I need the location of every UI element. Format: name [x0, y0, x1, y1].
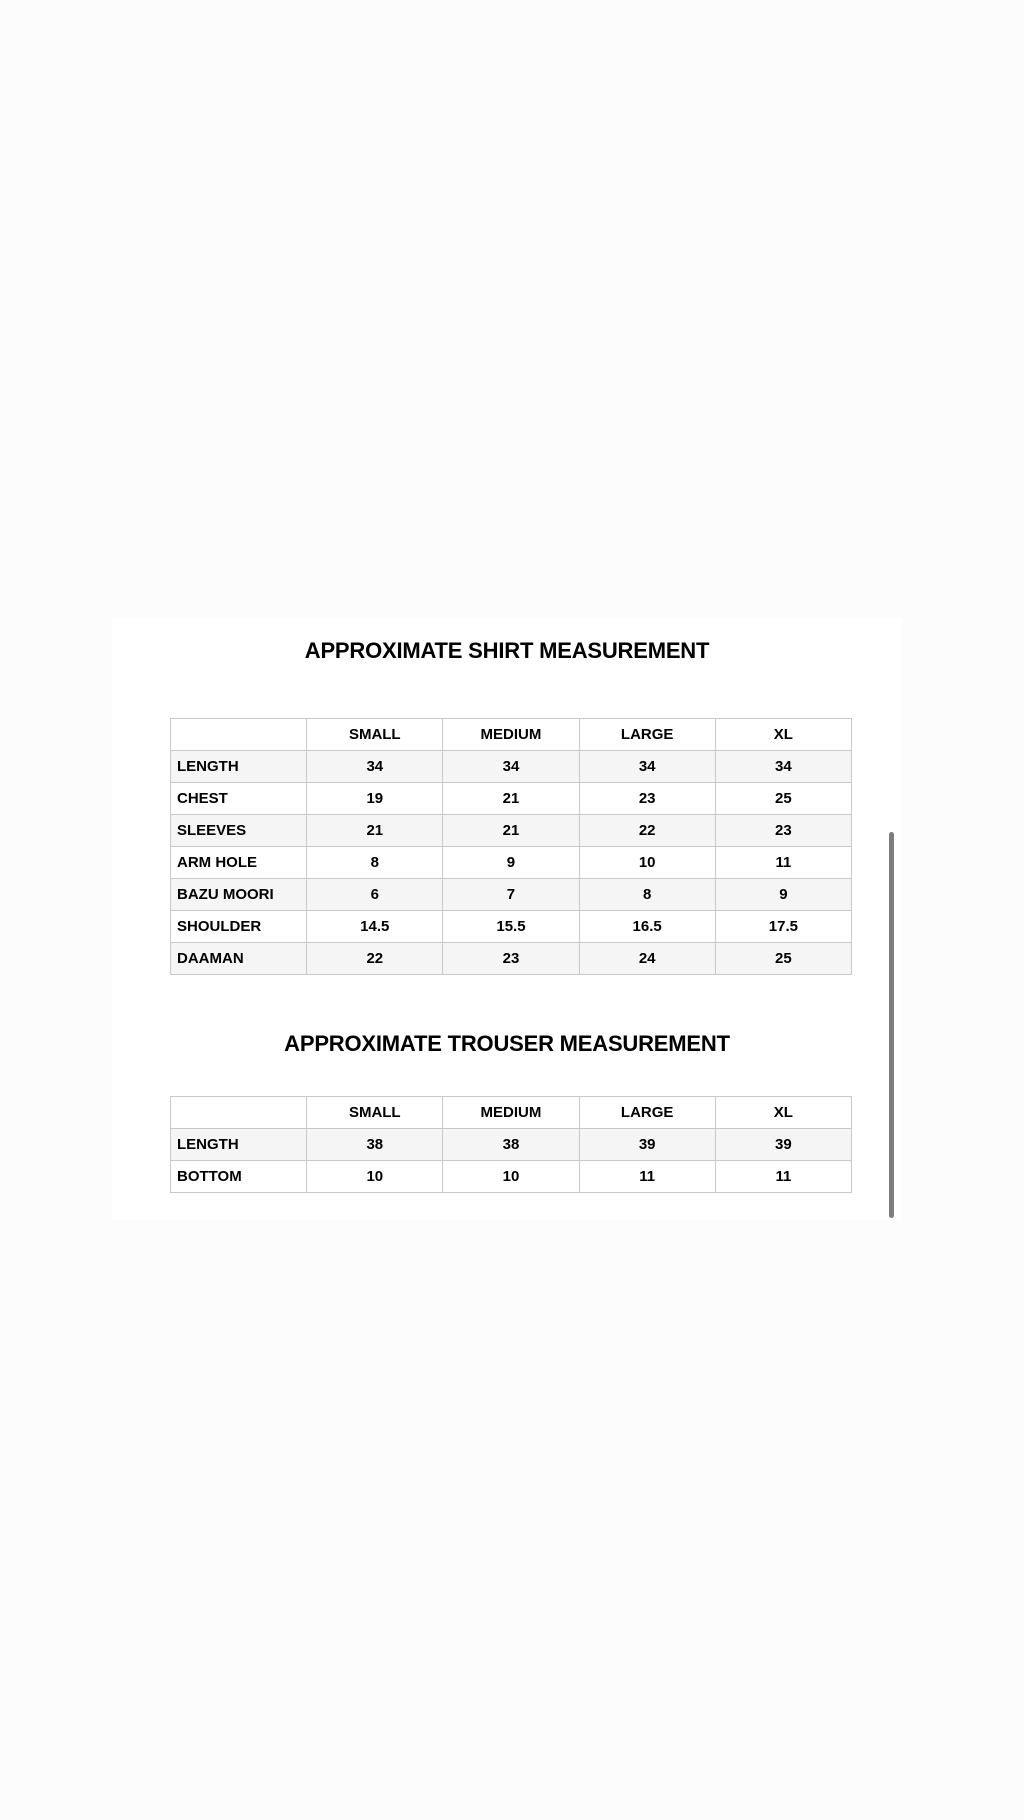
table-row: [171, 911, 852, 943]
table-cell: 34: [715, 751, 851, 783]
size-chart-card: [112, 618, 902, 1220]
header-cell-xl: XL: [715, 1097, 851, 1129]
table-cell: 19: [307, 783, 443, 815]
table-cell: 8: [579, 879, 715, 911]
table-cell: 14.5: [307, 911, 443, 943]
header-cell-empty: [171, 1097, 307, 1129]
table-cell: 6: [307, 879, 443, 911]
table-cell: 23: [579, 783, 715, 815]
table-cell: 11: [715, 1161, 851, 1193]
row-label: SHOULDER: [171, 911, 307, 943]
table-cell: 23: [443, 943, 579, 975]
scrollbar-thumb[interactable]: [889, 832, 894, 1218]
table-cell: 34: [307, 751, 443, 783]
header-cell-empty: [171, 719, 307, 751]
table-cell: 7: [443, 879, 579, 911]
table-cell: 10: [579, 847, 715, 879]
header-cell-small: SMALL: [307, 1097, 443, 1129]
table-cell: 34: [443, 751, 579, 783]
table-cell: 39: [715, 1129, 851, 1161]
row-label: ARM HOLE: [171, 847, 307, 879]
table-cell: 34: [579, 751, 715, 783]
table-cell: 9: [443, 847, 579, 879]
row-label: BAZU MOORI: [171, 879, 307, 911]
table-cell: 8: [307, 847, 443, 879]
table-row: [171, 879, 852, 911]
table-cell: 24: [579, 943, 715, 975]
table-row: [171, 783, 852, 815]
table-row: [171, 943, 852, 975]
table-row: [171, 847, 852, 879]
table-row: [171, 1161, 852, 1193]
header-cell-large: LARGE: [579, 719, 715, 751]
vertical-scrollbar[interactable]: [888, 830, 896, 1220]
table-header-row: [171, 1097, 852, 1129]
table-cell: 15.5: [443, 911, 579, 943]
header-cell-large: LARGE: [579, 1097, 715, 1129]
row-label: DAAMAN: [171, 943, 307, 975]
row-label: LENGTH: [171, 751, 307, 783]
shirt-measurement-title: APPROXIMATE SHIRT MEASUREMENT: [304, 638, 710, 663]
table-cell: 21: [307, 815, 443, 847]
table-cell: 21: [443, 815, 579, 847]
row-label: LENGTH: [171, 1129, 307, 1161]
table-cell: 38: [307, 1129, 443, 1161]
header-cell-small: SMALL: [307, 719, 443, 751]
table-cell: 23: [715, 815, 851, 847]
table-cell: 25: [715, 943, 851, 975]
table-cell: 16.5: [579, 911, 715, 943]
table-cell: 22: [579, 815, 715, 847]
table-row: [171, 1129, 852, 1161]
table-cell: 17.5: [715, 911, 851, 943]
table-cell: 10: [443, 1161, 579, 1193]
row-label: BOTTOM: [171, 1161, 307, 1193]
trouser-measurement-table: [170, 1096, 852, 1193]
row-label: SLEEVES: [171, 815, 307, 847]
header-cell-xl: XL: [715, 719, 851, 751]
table-cell: 11: [715, 847, 851, 879]
table-row: [171, 815, 852, 847]
table-cell: 38: [443, 1129, 579, 1161]
table-cell: 25: [715, 783, 851, 815]
row-label: CHEST: [171, 783, 307, 815]
table-cell: 39: [579, 1129, 715, 1161]
table-row: [171, 751, 852, 783]
table-cell: 10: [307, 1161, 443, 1193]
table-cell: 11: [579, 1161, 715, 1193]
table-cell: 9: [715, 879, 851, 911]
header-cell-medium: MEDIUM: [443, 1097, 579, 1129]
table-header-row: [171, 719, 852, 751]
trouser-measurement-title: APPROXIMATE TROUSER MEASUREMENT: [284, 1031, 730, 1056]
header-cell-medium: MEDIUM: [443, 719, 579, 751]
table-cell: 21: [443, 783, 579, 815]
table-cell: 22: [307, 943, 443, 975]
shirt-measurement-table: [170, 718, 852, 975]
